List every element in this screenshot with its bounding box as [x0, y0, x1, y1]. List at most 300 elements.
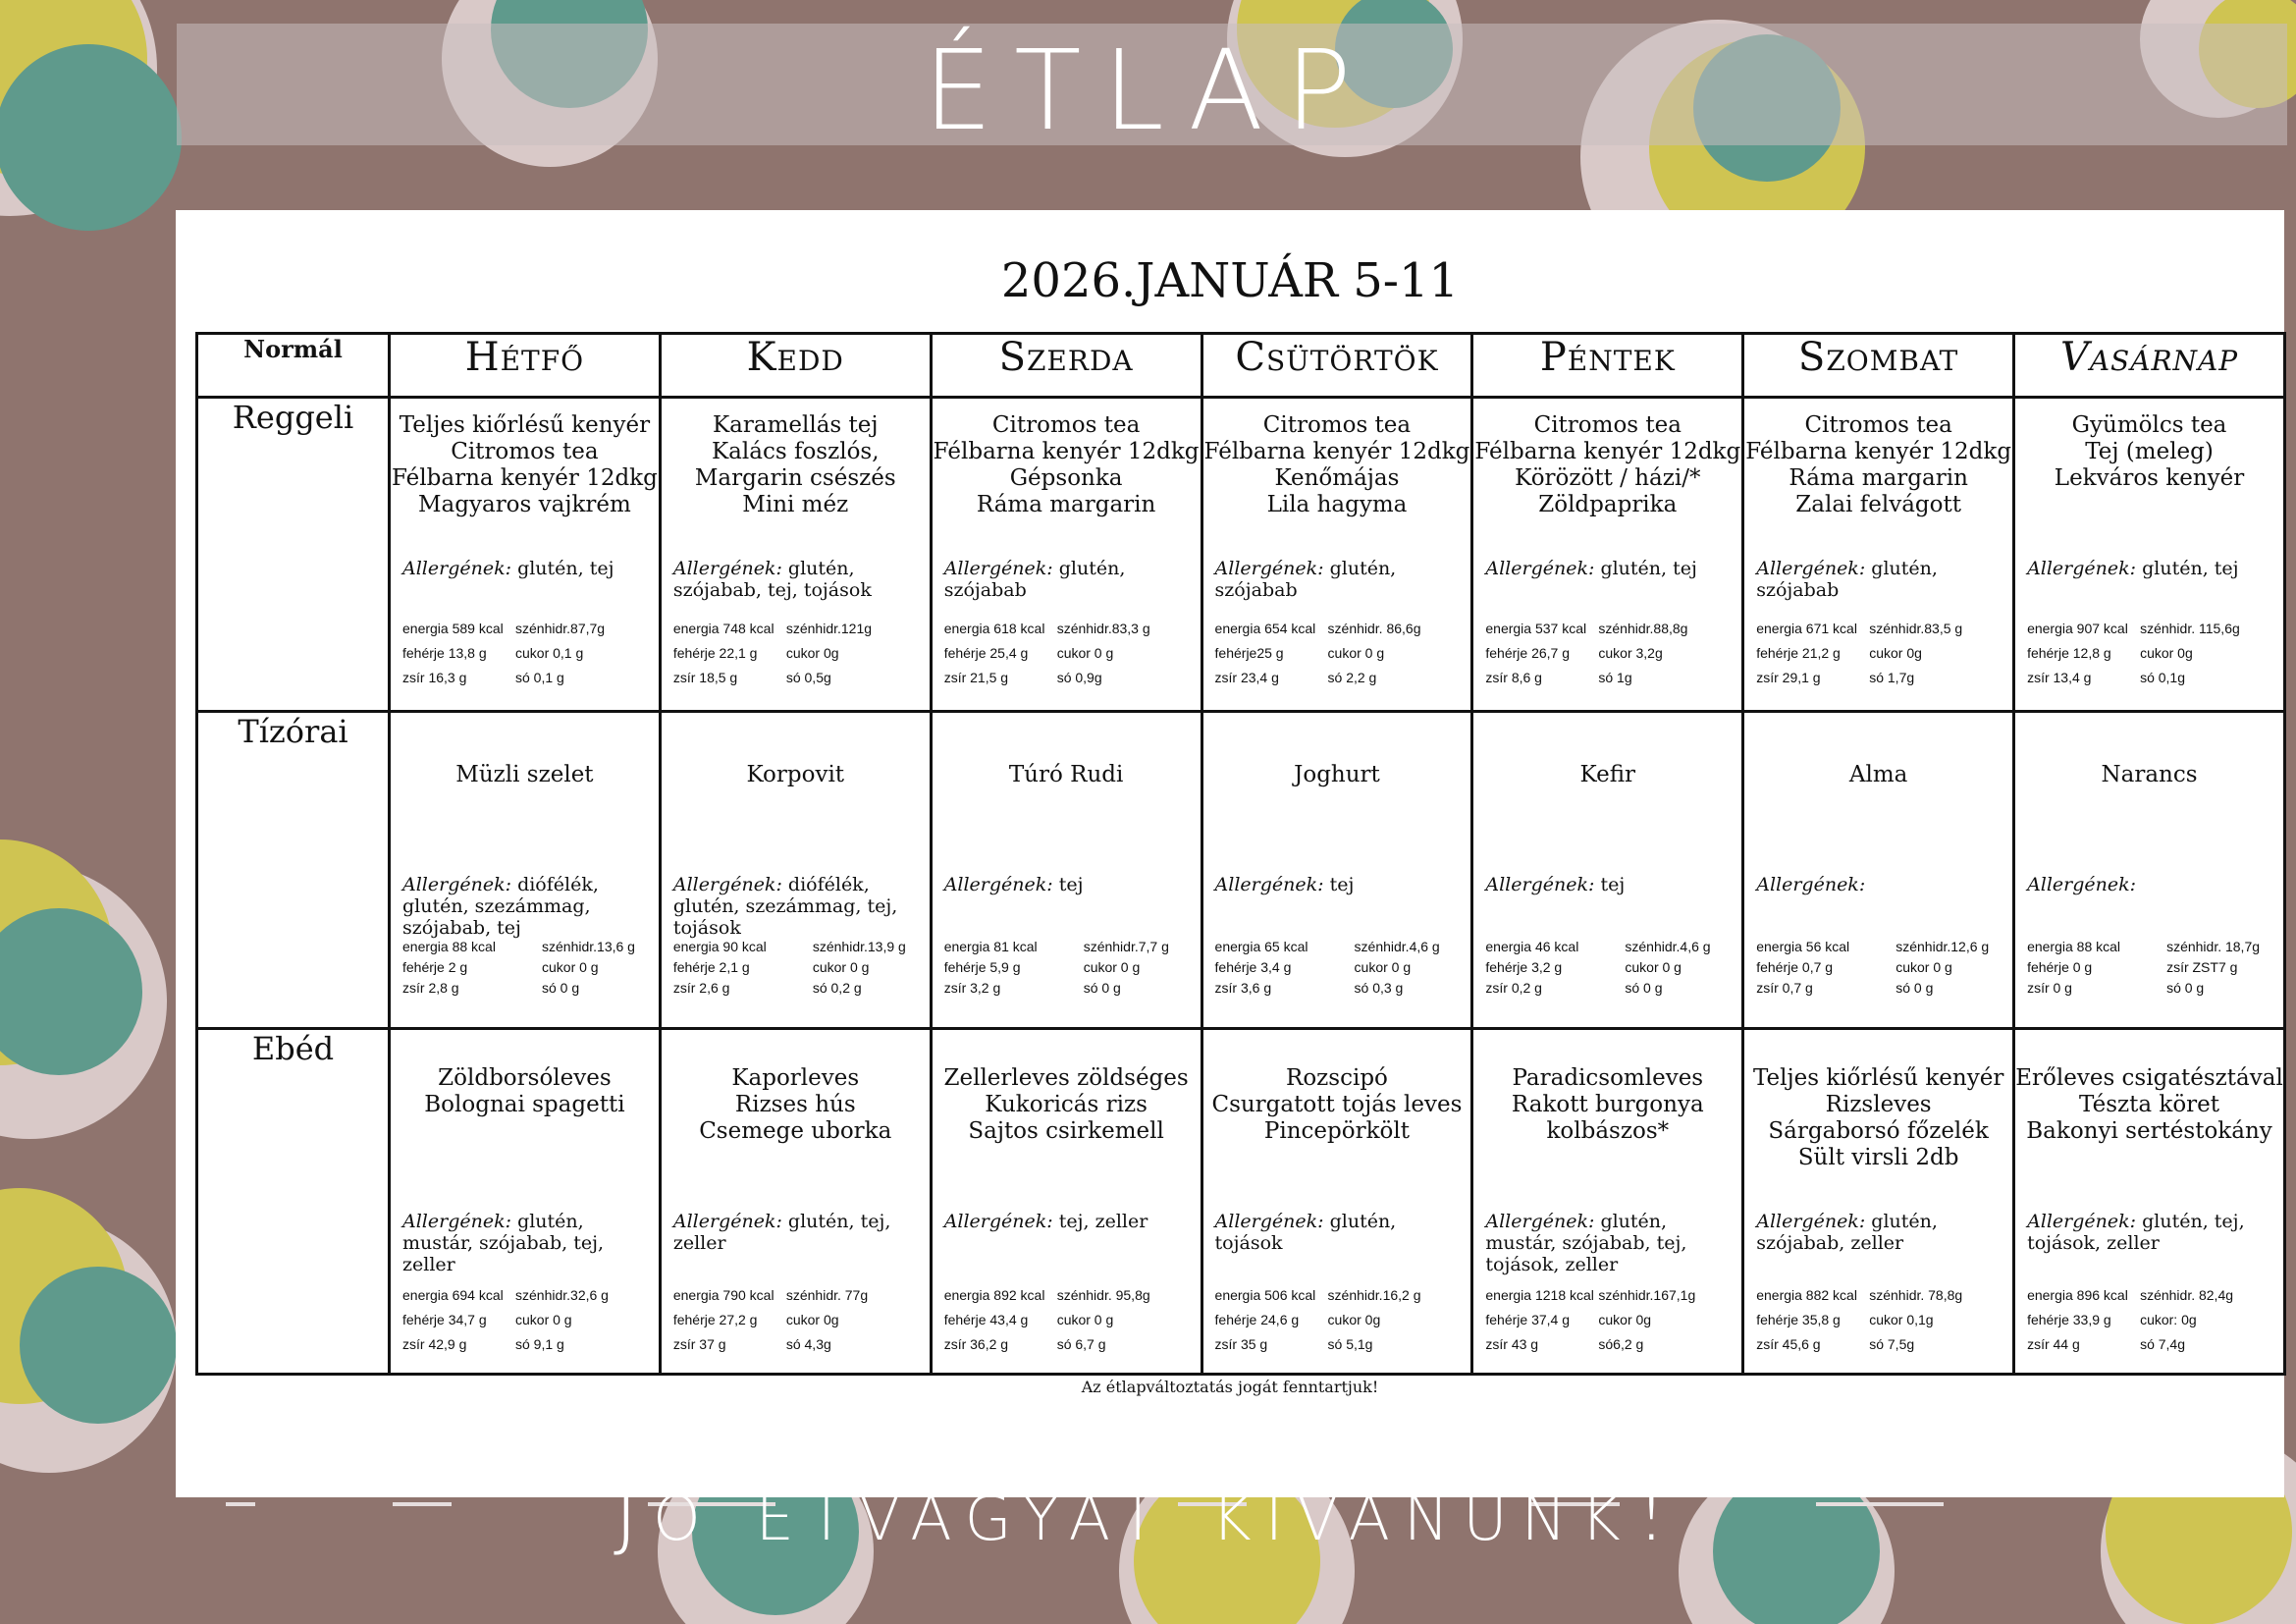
menu-cell-sunday [2014, 398, 2285, 712]
menu-cell-wednesday [931, 398, 1201, 712]
nutrition-value: szénhidr. 18,7g [2166, 938, 2261, 954]
disclaimer-note: Az étlapváltoztatás jogát fenntartjuk! [1081, 1378, 1379, 1396]
nutrition-value: szénhidr.88,8g [1598, 621, 1688, 636]
dish-item: Tészta köret [2079, 1092, 2220, 1118]
nutrition-value: szénhidr. 78,8g [1869, 1287, 1963, 1304]
nutrition-value: cukor 0,1 g [515, 645, 584, 661]
nutrition-row [1756, 978, 2006, 999]
nutrition-value: cukor 3,2g [1598, 645, 1663, 661]
allergen-list: glutén, mustár, szójabab, tej, zeller [402, 1211, 605, 1276]
nutrition-value: zsír 43 g [1485, 1336, 1539, 1353]
nutrition-row [2027, 1332, 2277, 1357]
menu-cell-friday [1472, 1029, 1743, 1375]
nutrition-row [944, 1332, 1195, 1357]
nutrition-facts [1756, 617, 2006, 690]
nutrition-value: só 0 g [1896, 979, 1934, 996]
allergen-info [1473, 1211, 1741, 1275]
nutrition-value: cukor 0 g [515, 1312, 572, 1328]
nutrition-value: zsír 36,2 g [943, 1336, 1009, 1353]
dish-list [1203, 713, 1471, 788]
allergen-info [1203, 1211, 1471, 1254]
allergen-info [1473, 558, 1741, 579]
menu-table [195, 332, 2286, 1376]
meal-row [197, 398, 2285, 712]
nutrition-value: fehérje 3,2 g [1485, 958, 1563, 975]
allergen-label: Allergének: [402, 558, 512, 579]
nutrition-facts [944, 937, 1195, 999]
nutrition-value: cukor 0 g [1056, 645, 1114, 661]
day-header-tuesday: Kedd [660, 334, 931, 398]
nutrition-row [1756, 1308, 2006, 1332]
dish-list [391, 1030, 659, 1118]
allergen-info [1203, 558, 1471, 601]
nutrition-row [1756, 666, 2006, 690]
nutrition-row [1485, 666, 1735, 690]
page-title: ÉTLAP [923, 27, 1373, 155]
nutrition-value: zsír 13,4 g [2027, 670, 2092, 685]
nutrition-facts [944, 1283, 1195, 1357]
allergen-list: glutén, tej [1600, 558, 1697, 579]
day-header-friday: Péntek [1472, 334, 1743, 398]
nutrition-value: cukor 0g [785, 645, 839, 661]
allergen-label: Allergének: [1485, 873, 1595, 895]
nutrition-value: zsír 42,9 g [402, 1336, 467, 1353]
nutrition-value: szénhidr.7,7 g [1083, 938, 1169, 954]
dish-list [933, 399, 1201, 518]
allergen-list: glutén, mustár, szójabab, tej, tojások, zeller [1485, 1211, 1687, 1276]
dish-item: Gépsonka [1009, 465, 1123, 491]
nutrition-value: zsír ZST7 g [2166, 958, 2238, 975]
allergen-info [2015, 874, 2283, 895]
nutrition-value: zsír 0,7 g [1756, 979, 1813, 996]
dish-item: Rizses hús [734, 1092, 856, 1118]
nutrition-value: szénhidr.13,9 g [812, 938, 906, 954]
day-header-saturday: Szombat [1743, 334, 2014, 398]
nutrition-value: só 9,1 g [515, 1336, 564, 1353]
nutrition-facts [402, 617, 653, 690]
menu-cell-saturday [1743, 398, 2014, 712]
menu-cell-wednesday [931, 1029, 1201, 1375]
allergen-label: Allergének: [2027, 558, 2137, 579]
allergen-label: Allergének: [402, 873, 512, 895]
meal-row [197, 711, 2285, 1029]
dish-item: Alma [1848, 761, 1908, 787]
nutrition-value: só 0 g [1083, 979, 1121, 996]
allergen-info [1473, 874, 1741, 895]
nutrition-value: fehérje 5,9 g [943, 958, 1021, 975]
nutrition-value: fehérje25 g [1214, 645, 1284, 661]
menu-cell-monday [390, 398, 661, 712]
dish-list [1473, 1030, 1741, 1145]
nutrition-value: energia 65 kcal [1214, 938, 1308, 954]
menu-cell-sunday [2014, 1029, 2285, 1375]
dish-item: Citromos tea [1804, 412, 1952, 438]
nutrition-row [1215, 1283, 1466, 1308]
nutrition-value: szénhidr.12,6 g [1896, 938, 1990, 954]
nutrition-value: energia 537 kcal [1485, 621, 1587, 636]
dish-list [1473, 713, 1741, 788]
menu-cell-sunday [2014, 711, 2285, 1029]
nutrition-value: fehérje 2,1 g [672, 958, 750, 975]
menu-cell-saturday [1743, 1029, 2014, 1375]
nutrition-row [2027, 937, 2277, 957]
dish-item: Kaporleves [731, 1065, 860, 1092]
allergen-info [391, 874, 659, 939]
dish-item: Körözött / házi/* [1515, 465, 1701, 491]
nutrition-row [1215, 957, 1466, 978]
nutrition-value: zsír 0,2 g [1485, 979, 1542, 996]
nutrition-value: energia 882 kcal [1756, 1287, 1857, 1304]
dish-list [933, 1030, 1201, 1145]
nutrition-value: cukor 0g [1869, 645, 1922, 661]
allergen-label: Allergének: [943, 558, 1053, 579]
nutrition-facts [402, 1283, 653, 1357]
menu-cell-monday [390, 711, 661, 1029]
meal-row [197, 1029, 2285, 1375]
allergen-info [391, 558, 659, 579]
nutrition-facts [1756, 937, 2006, 999]
allergen-list: glutén, tej, tojások, zeller [2027, 1211, 2245, 1255]
nutrition-value: zsír 16,3 g [402, 670, 467, 685]
nutrition-value: energia 589 kcal [402, 621, 504, 636]
nutrition-row [2027, 641, 2277, 666]
nutrition-row [402, 1283, 653, 1308]
nutrition-row [1485, 1283, 1735, 1308]
nutrition-value: zsír 35 g [1214, 1336, 1268, 1353]
dish-item: Citromos tea [991, 412, 1141, 438]
dish-item: Teljes kiőrlésű kenyér [399, 412, 651, 438]
nutrition-value: fehérje 43,4 g [943, 1312, 1029, 1328]
nutrition-value: fehérje 0 g [2027, 958, 2093, 975]
nutrition-value: fehérje 27,2 g [672, 1312, 758, 1328]
nutrition-row [402, 617, 653, 641]
dish-item: Rozscipó [1286, 1065, 1388, 1092]
nutrition-value: só 0,9g [1056, 670, 1102, 685]
nutrition-value: szénhidr.32,6 g [515, 1287, 609, 1304]
dish-item: Karamellás tej [712, 412, 879, 438]
allergen-label: Allergének: [672, 1211, 782, 1233]
dish-item: Citromos tea [1262, 412, 1412, 438]
dish-item: Margarin csészés [694, 465, 896, 491]
nutrition-value: só 5,1g [1327, 1336, 1373, 1353]
allergen-label: Allergének: [1756, 1211, 1866, 1233]
nutrition-facts [1485, 937, 1735, 999]
nutrition-row [2027, 666, 2277, 690]
dish-item: Paradicsomleves [1512, 1065, 1704, 1092]
nutrition-value: szénhidr.13,6 g [542, 938, 635, 954]
nutrition-value: energia 88 kcal [2027, 938, 2121, 954]
dish-item: Müzli szelet [455, 761, 594, 787]
week-heading: 2026.JANUÁR 5-11 [1000, 253, 1460, 308]
nutrition-value: fehérje 3,4 g [1214, 958, 1292, 975]
nutrition-row [1756, 617, 2006, 641]
nutrition-row [944, 1283, 1195, 1308]
nutrition-value: zsír 21,5 g [943, 670, 1009, 685]
allergen-label: Allergének: [2027, 873, 2137, 895]
day-header-thursday: Csütörtök [1201, 334, 1472, 398]
nutrition-value: cukor 0,1g [1869, 1312, 1934, 1328]
dish-list [933, 713, 1201, 788]
dish-item: Bolognai spagetti [424, 1092, 625, 1118]
allergen-info [1744, 558, 2012, 601]
nutrition-row [402, 978, 653, 999]
allergen-list: glutén, szójabab [943, 558, 1126, 601]
meal-label: Tízórai [197, 711, 390, 1029]
nutrition-value: fehérje 2 g [402, 958, 468, 975]
dish-list [1203, 399, 1471, 518]
dish-list [1744, 399, 2012, 518]
menu-cell-saturday [1743, 711, 2014, 1029]
dish-item: Lekváros kenyér [2054, 465, 2245, 491]
nutrition-row [402, 641, 653, 666]
nutrition-value: só 6,7 g [1056, 1336, 1106, 1353]
allergen-label: Allergének: [402, 1211, 512, 1233]
dish-item: Zöldpaprika [1538, 492, 1678, 517]
nutrition-value: zsír 23,4 g [1214, 670, 1279, 685]
allergen-label: Allergének: [1214, 873, 1324, 895]
nutrition-value: cukor 0 g [1625, 958, 1682, 975]
dish-item: Kalács foszlós, [711, 439, 880, 464]
dish-item: Kenőmájas [1274, 465, 1400, 491]
dish-item: Mini méz [742, 492, 849, 517]
nutrition-row [1215, 1332, 1466, 1357]
allergen-info [662, 874, 930, 939]
allergen-label: Allergének: [943, 1211, 1053, 1233]
nutrition-value: cukor 0 g [542, 958, 599, 975]
allergen-label: Allergének: [1214, 558, 1324, 579]
nutrition-value: só 0 g [1625, 979, 1663, 996]
nutrition-row [1485, 1308, 1735, 1332]
nutrition-row [1215, 1308, 1466, 1332]
menu-cell-friday [1472, 711, 1743, 1029]
nutrition-facts [1215, 937, 1466, 999]
nutrition-row [944, 1308, 1195, 1332]
nutrition-value: cukor 0 g [1083, 958, 1141, 975]
nutrition-value: szénhidr.4,6 g [1354, 938, 1440, 954]
nutrition-value: energia 90 kcal [672, 938, 767, 954]
nutrition-value: zsír 44 g [2027, 1336, 2080, 1353]
nutrition-row [944, 617, 1195, 641]
allergen-info [2015, 1211, 2283, 1254]
nutrition-value: zsír 37 g [672, 1336, 726, 1353]
nutrition-value: energia 892 kcal [943, 1287, 1045, 1304]
allergen-list: glutén, szójabab, zeller [1756, 1211, 1938, 1255]
dish-list [391, 399, 659, 518]
nutrition-row [402, 1332, 653, 1357]
nutrition-value: fehérje 12,8 g [2027, 645, 2111, 661]
nutrition-row [673, 1283, 924, 1308]
allergen-label: Allergének: [1756, 873, 1866, 895]
dish-item: Erőleves csigatésztával [2015, 1065, 2283, 1092]
nutrition-row [1485, 937, 1735, 957]
dish-list [1203, 1030, 1471, 1145]
menu-cell-monday [390, 1029, 661, 1375]
allergen-label: Allergének: [672, 873, 782, 895]
dish-item: Tej (meleg) [2085, 439, 2214, 464]
nutrition-facts [2027, 617, 2277, 690]
nutrition-value: zsír 2,8 g [402, 979, 459, 996]
nutrition-row [1756, 957, 2006, 978]
nutrition-value: zsír 8,6 g [1485, 670, 1542, 685]
nutrition-facts [673, 617, 924, 690]
allergen-label: Allergének: [1214, 1211, 1324, 1233]
nutrition-value: cukor 0 g [1896, 958, 1952, 975]
nutrition-row [402, 937, 653, 957]
dish-item: Narancs [2101, 761, 2198, 787]
nutrition-value: só 1g [1598, 670, 1632, 685]
dish-item: kolbászos* [1546, 1118, 1670, 1145]
nutrition-value: fehérje 35,8 g [1756, 1312, 1841, 1328]
nutrition-value: energia 790 kcal [672, 1287, 774, 1304]
nutrition-row [1485, 617, 1735, 641]
nutrition-facts [1215, 617, 1466, 690]
nutrition-row [402, 957, 653, 978]
allergen-list: tej [1600, 873, 1626, 895]
nutrition-value: cukor: 0g [2140, 1312, 2197, 1328]
nutrition-row [673, 957, 924, 978]
dish-item: Csemege uborka [699, 1118, 892, 1145]
dish-list [662, 713, 930, 788]
nutrition-value: zsír 3,2 g [943, 979, 1001, 996]
nutrition-value: fehérje 34,7 g [402, 1312, 487, 1328]
dish-item: Félbarna kenyér 12dkg [1203, 439, 1470, 464]
nutrition-row [673, 641, 924, 666]
nutrition-value: szénhidr.83,5 g [1869, 621, 1963, 636]
allergen-info [933, 1211, 1201, 1232]
nutrition-value: só 7,4g [2140, 1336, 2185, 1353]
dish-list [2015, 399, 2283, 492]
nutrition-value: szénhidr.83,3 g [1056, 621, 1150, 636]
allergen-info [391, 1211, 659, 1275]
nutrition-value: energia 748 kcal [672, 621, 774, 636]
dish-item: Kukoricás rizs [985, 1092, 1148, 1118]
nutrition-value: cukor 0 g [1327, 645, 1385, 661]
nutrition-value: só 2,2 g [1327, 670, 1377, 685]
nutrition-row [944, 666, 1195, 690]
nutrition-value: só 0,3 g [1354, 979, 1404, 996]
allergen-list: diófélék, glutén, szezámmag, tej, tojások [672, 873, 898, 939]
dish-item: Zellerleves zöldséges [943, 1065, 1189, 1092]
menu-cell-thursday [1201, 711, 1472, 1029]
dish-item: Rakott burgonya [1511, 1092, 1704, 1118]
nutrition-row [1215, 617, 1466, 641]
nutrition-row [1756, 1283, 2006, 1308]
dish-list [391, 713, 659, 788]
nutrition-row [673, 1308, 924, 1332]
nutrition-value: zsír 45,6 g [1756, 1336, 1821, 1353]
allergen-list: glutén, tej, zeller [672, 1211, 891, 1255]
nutrition-row [1756, 641, 2006, 666]
nutrition-facts [944, 617, 1195, 690]
nutrition-value: só 1,7g [1869, 670, 1915, 685]
nutrition-value: szénhidr. 82,4g [2140, 1287, 2234, 1304]
nutrition-row [1215, 641, 1466, 666]
dish-item: Pincepörkölt [1263, 1118, 1410, 1145]
nutrition-row [1215, 666, 1466, 690]
nutrition-value: fehérje 21,2 g [1756, 645, 1841, 661]
nutrition-value: cukor 0g [1598, 1312, 1652, 1328]
nutrition-row [1485, 957, 1735, 978]
nutrition-row [402, 666, 653, 690]
nutrition-value: fehérje 37,4 g [1485, 1312, 1570, 1328]
allergen-info [2015, 558, 2283, 579]
allergen-list: tej, zeller [1058, 1211, 1148, 1233]
nutrition-value: energia 56 kcal [1756, 938, 1850, 954]
nutrition-row [1485, 978, 1735, 999]
nutrition-value: cukor 0g [785, 1312, 839, 1328]
dish-list [662, 399, 930, 518]
allergen-label: Allergének: [1485, 558, 1595, 579]
day-header-wednesday: Szerda [931, 334, 1201, 398]
nutrition-row [402, 1308, 653, 1332]
allergen-list: glutén, tej [517, 558, 614, 579]
nutrition-row [944, 957, 1195, 978]
nutrition-value: cukor 0 g [812, 958, 870, 975]
day-header-monday: Hétfő [390, 334, 661, 398]
nutrition-row [673, 617, 924, 641]
nutrition-value: zsír 18,5 g [672, 670, 738, 685]
meal-label: Reggeli [197, 398, 390, 712]
nutrition-facts [673, 937, 924, 999]
dish-item: Félbarna kenyér 12dkg [1745, 439, 2012, 464]
nutrition-value: energia 618 kcal [943, 621, 1045, 636]
nutrition-value: szénhidr. 115,6g [2140, 621, 2240, 636]
nutrition-value: szénhidr. 86,6g [1327, 621, 1421, 636]
nutrition-value: fehérje 25,4 g [943, 645, 1029, 661]
nutrition-row [673, 666, 924, 690]
dish-list [2015, 1030, 2283, 1145]
allergen-list: glutén, szójabab [1214, 558, 1397, 601]
dish-item: Joghurt [1294, 761, 1380, 787]
allergen-list: glutén, szójabab [1756, 558, 1938, 601]
allergen-label: Allergének: [1756, 558, 1866, 579]
allergen-info [662, 1211, 930, 1254]
allergen-label: Allergének: [1485, 1211, 1595, 1233]
dish-list [1744, 713, 2012, 788]
nutrition-value: só 0 g [542, 979, 580, 996]
dish-item: Túró Rudi [1008, 761, 1124, 787]
nutrition-facts [1485, 1283, 1735, 1357]
nutrition-value: energia 694 kcal [402, 1287, 504, 1304]
nutrition-value: fehérje 22,1 g [672, 645, 758, 661]
nutrition-value: cukor 0g [2140, 645, 2193, 661]
nutrition-row [673, 978, 924, 999]
menu-cell-tuesday [660, 398, 931, 712]
dish-item: Lila hagyma [1266, 492, 1408, 517]
nutrition-value: zsír 29,1 g [1756, 670, 1821, 685]
allergen-label: Allergének: [672, 558, 782, 579]
nutrition-row [2027, 1283, 2277, 1308]
nutrition-value: szénhidr. 77g [785, 1287, 869, 1304]
nutrition-facts [1756, 1283, 2006, 1357]
dish-item: Rizsleves [1825, 1092, 1932, 1118]
dish-item: Korpovit [746, 761, 845, 787]
dish-item: Bakonyi sertéstokány [2026, 1118, 2272, 1145]
nutrition-row [673, 1332, 924, 1357]
dish-item: Csurgatott tojás leves [1211, 1092, 1463, 1118]
nutrition-facts [2027, 1283, 2277, 1357]
dish-item: Ráma margarin [1789, 465, 1968, 491]
nutrition-value: só 0,5g [785, 670, 831, 685]
allergen-list: diófélék, glutén, szezámmag, szójabab, tej [402, 873, 599, 939]
menu-cell-thursday [1201, 1029, 1472, 1375]
day-header-sunday: Vasárnap [2014, 334, 2285, 398]
dish-item: Zöldborsóleves [438, 1065, 612, 1092]
allergen-list: glutén, tojások [1214, 1211, 1397, 1255]
dish-item: Citromos tea [451, 439, 599, 464]
nutrition-row [944, 641, 1195, 666]
nutrition-facts [673, 1283, 924, 1357]
